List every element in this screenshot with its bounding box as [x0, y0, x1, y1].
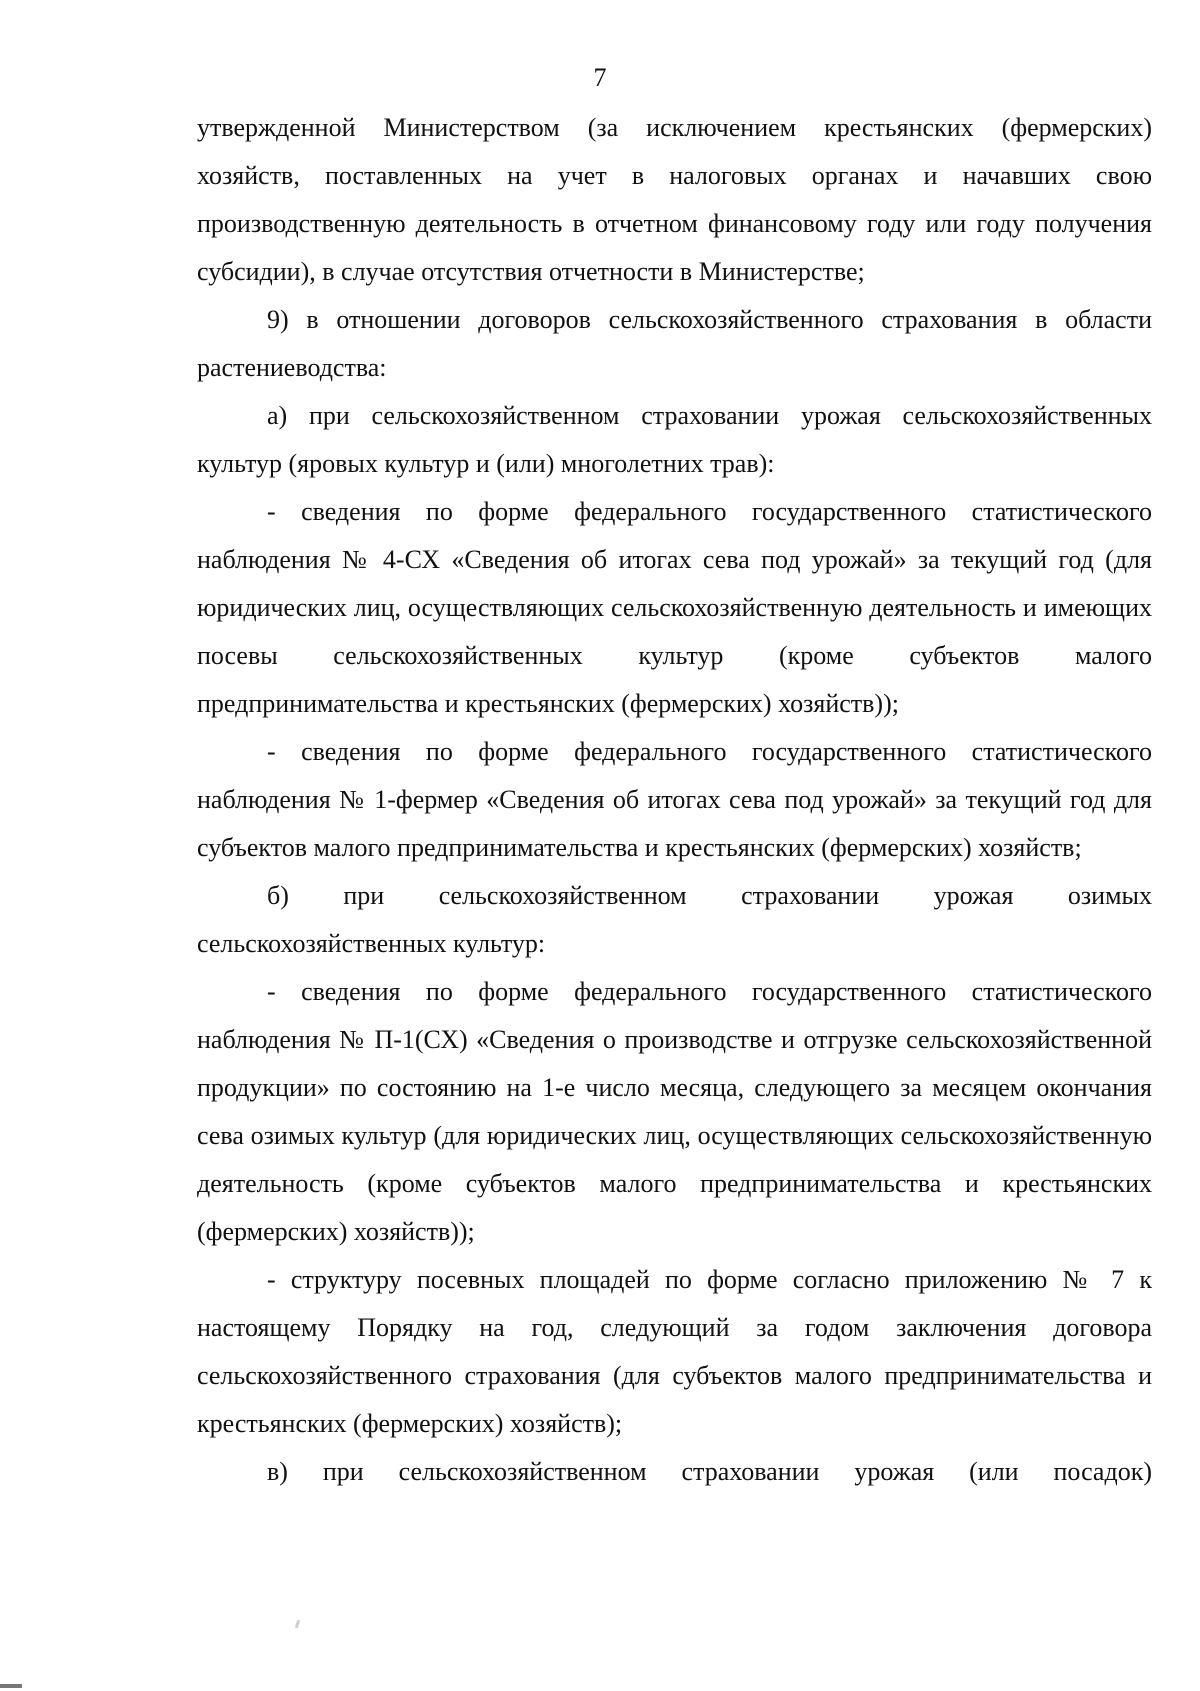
paragraph-1: утвержденной Министерством (за исключением крестьянских (фермерских) хозяйств, поставленных на учет в налоговых органах и начавших свою производственную деятельность в отчетном финансовому году или году получения субсидии), в случае отсутствия отчетности в Министерстве; — [197, 113, 1152, 286]
paragraph-7: - сведения по форме федерального государственного статистического наблюдения № П-1(СХ) «Сведения о производстве и отгрузке сельскохозяйственной продукции» по состоянию на 1-е число месяца, следующего за месяцем окончания сева озимых культур (для юридических лиц, осуществляющих сельскохозяйственную деятельность (кроме субъектов малого предпринимательства и крестьянских (фермерских) хозяйств)); — [197, 977, 1152, 1246]
edge-mark — [0, 1684, 22, 1688]
paragraph-5: - сведения по форме федерального государственного статистического наблюдения № 1-фермер «Сведения об итогах сева под урожай» за текущий год для субъектов малого предпринимательства и крестьянских (фермерских) хозяйств; — [197, 737, 1152, 862]
paragraph-3: а) при сельскохозяйственном страховании урожая сельскохозяйственных культур (яровых культур и (или) многолетних трав): — [197, 401, 1152, 478]
paragraph-6: б) при сельскохозяйственном страховании урожая озимых сельскохозяйственных культур: — [197, 881, 1152, 958]
scan-mark — [295, 1620, 300, 1629]
paragraph-2: 9) в отношении договоров сельскохозяйственного страхования в области растениеводства: — [197, 305, 1152, 382]
page-number: 7 — [593, 63, 607, 92]
paragraph-4: - сведения по форме федерального государственного статистического наблюдения № 4-СХ «Сведения об итогах сева под урожай» за текущий год (для юридических лиц, осуществляющих сельскохозяйственную деятельность и имеющих посевы сельскохозяйственных культур (кроме субъектов малого предпринимательства и крестьянских (фермерских) хозяйств)); — [197, 497, 1152, 718]
paragraph-9: в) при сельскохозяйственном страховании урожая (или посадок) — [267, 1457, 1152, 1486]
paragraph-8: - структуру посевных площадей по форме согласно приложению № 7 к настоящему Порядку на год, следующий за годом заключения договора сельскохозяйственного страхования (для субъектов малого предпринимательства и крестьянских (фермерских) хозяйств); — [197, 1265, 1152, 1438]
document-body — [197, 104, 1152, 1496]
